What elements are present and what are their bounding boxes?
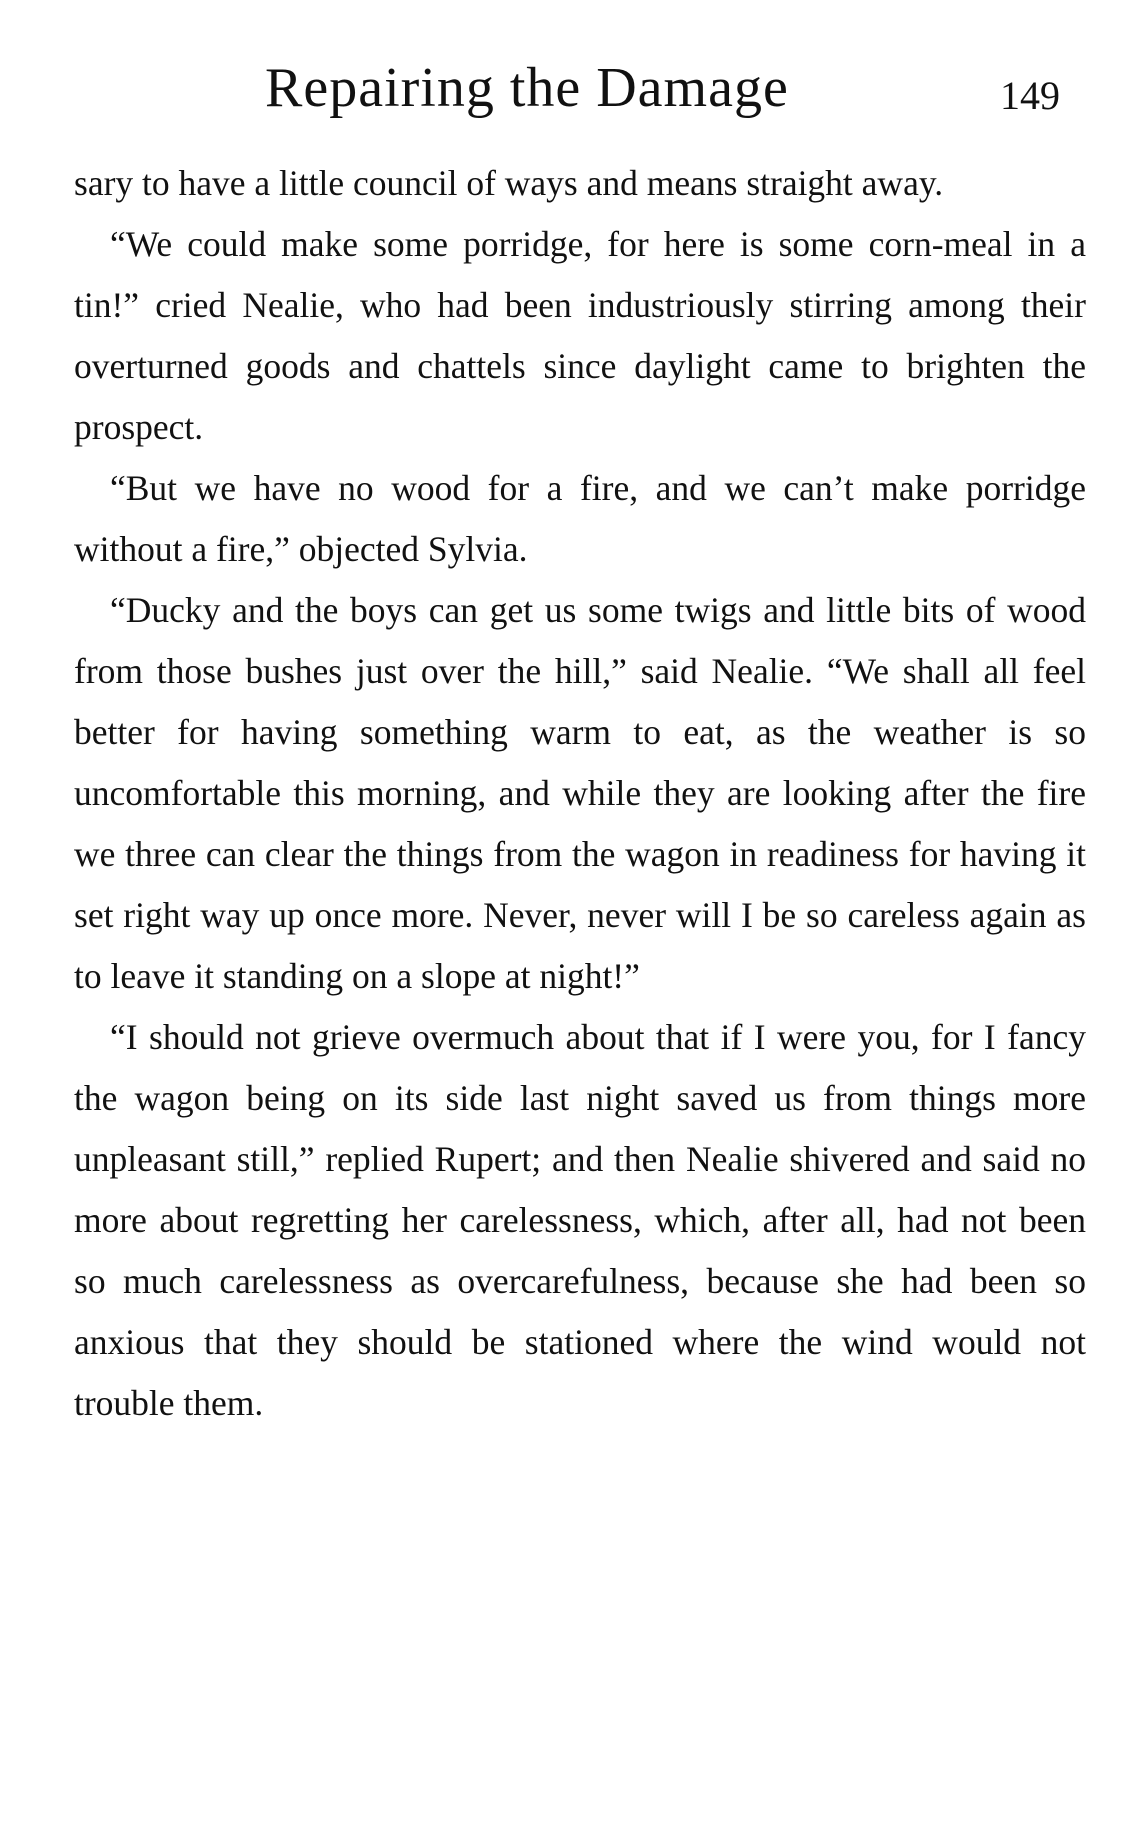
body-text [74,153,1086,1434]
chapter-title: Repairing the Damage [265,57,789,119]
paragraph: “Ducky and the boys can get us some twigs and little bits of wood from those bushes just over the hill,” said Nealie. “We shall all feel better for having something warm to eat, as the weather is so uncomfortable this morning, and while they are looking after the fire we three can clear the things from the wagon in readiness for having it set right way up once more. Never, never will I be so careless again as to leave it standing on a slope at night!” [74,590,1086,996]
paragraph: “We could make some porridge, for here is some corn-meal in a tin!” cried Nealie, who had been industriously stirring among their overturned goods and chattels since daylight came to brighten the prospect. [74,224,1086,447]
paragraph: “But we have no wood for a fire, and we can’t make porridge without a fire,” objected Sylvia. [74,468,1086,569]
running-head [0,52,1145,132]
paragraph: “I should not grieve overmuch about that if I were you, for I fancy the wagon being on its side last night saved us from things more unpleasant still,” replied Rupert; and then Nealie shivered and said no more about regretting her carelessness, which, after all, had not been so much carelessness as overcarefulness, because she had been so anxious that they should be stationed where the wind would not trouble them. [74,1017,1086,1423]
page-number: 149 [1000,73,1060,118]
paragraph: sary to have a little council of ways and means straight away. [74,163,944,203]
